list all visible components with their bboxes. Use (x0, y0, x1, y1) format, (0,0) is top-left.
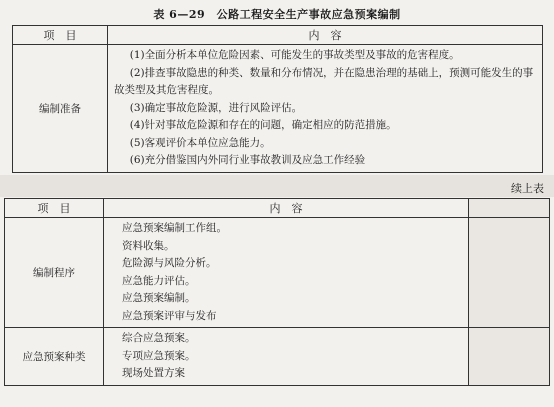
preparation-item-3: (3)确定事故危险源，进行风险评估。 (129, 101, 303, 114)
plan-type-item-3: 现场处置方案 (122, 367, 185, 379)
header-content-2: 内 容 (104, 199, 469, 218)
plan-type-item-1: 综合应急预案。 (122, 332, 196, 344)
row-label-procedure: 编制程序 (5, 218, 104, 328)
procedure-item-4: 应急能力评估。 (122, 274, 196, 287)
preparation-content (108, 45, 543, 173)
procedure-item-3: 危险源与风险分析。 (122, 257, 217, 269)
table-header-row-2 (5, 199, 550, 218)
cropped-column (469, 199, 550, 218)
plan-type-item-2: 专项应急预案。 (122, 349, 196, 362)
preparation-item-4: (4)针对事故危险源和存在的问题，确定相应的防范措施。 (129, 119, 397, 131)
table-row-plan-types (5, 328, 550, 386)
table-part-2 (4, 198, 550, 386)
cropped-column-cell (469, 218, 550, 328)
scan-shadow (0, 175, 554, 197)
preparation-item-2: (2)排查事故隐患的种类、数量和分布情况，并在隐患治理的基础上，预测可能发生的事故类型及其危害程度。 (114, 66, 534, 96)
continued-label: 续上表 (511, 182, 544, 195)
preparation-item-5: (5)客观评价本单位应急能力。 (129, 136, 271, 149)
preparation-item-1: (1)全面分析本单位危险因素、可能发生的事故类型及事故的危害程度。 (129, 49, 460, 61)
row-label-plan-types: 应急预案种类 (5, 328, 104, 386)
header-item: 项 目 (13, 26, 108, 45)
table-row-procedure (5, 218, 550, 328)
procedure-content (104, 218, 469, 328)
plan-types-content (104, 328, 469, 386)
table-part-1 (12, 25, 543, 173)
table-title: 表 6—29 公路工程安全生产事故应急预案编制 (153, 8, 401, 21)
procedure-item-6: 应急预案评审与发布 (122, 309, 217, 322)
table-header-row (13, 26, 543, 45)
row-label-preparation: 编制准备 (13, 45, 108, 173)
header-content: 内 容 (108, 26, 543, 45)
table-row-preparation (13, 45, 543, 173)
header-item-2: 项 目 (5, 199, 104, 218)
procedure-item-1: 应急预案编制工作组。 (122, 222, 227, 234)
preparation-item-6: (6)充分借鉴国内外同行业事故教训及应急工作经验 (129, 154, 366, 166)
procedure-item-2: 资料收集。 (122, 239, 175, 252)
cropped-column-cell-2 (469, 328, 550, 386)
procedure-item-5: 应急预案编制。 (122, 292, 196, 304)
